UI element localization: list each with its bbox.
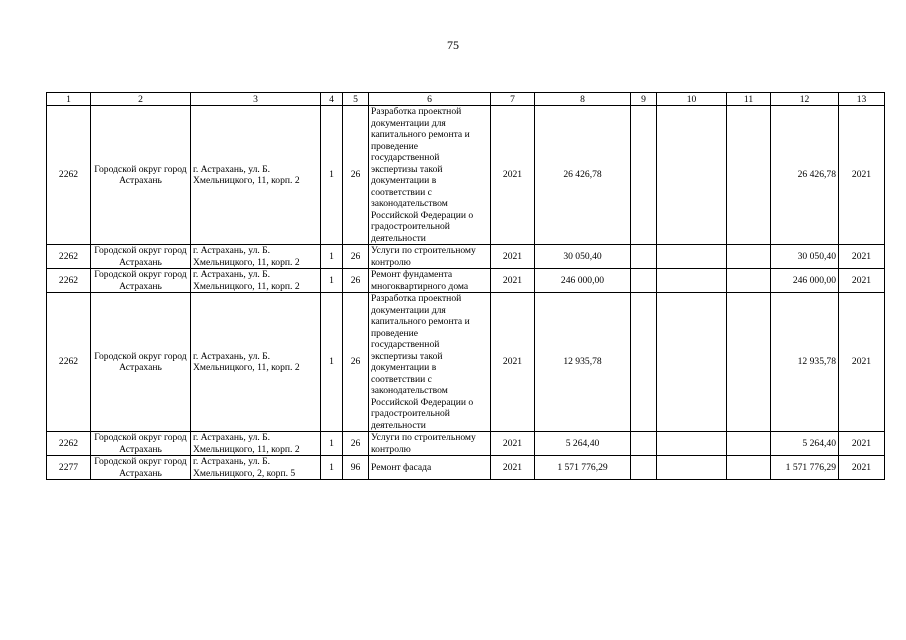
cell-cost: 30 050,40 [535, 245, 631, 269]
cell-col10 [657, 456, 727, 480]
cell-col9 [631, 432, 657, 456]
column-header: 2 [91, 93, 191, 106]
cell-address: г. Астрахань, ул. Б. Хмельницкого, 11, корп. 2 [191, 293, 321, 432]
cell-work-type: Услуги по строительному контролю [369, 245, 491, 269]
cell-total: 1 571 776,29 [771, 456, 839, 480]
cell-work-type: Разработка проектной документации для капитального ремонта и проведение государственной экспертизы такой документации в соответствии с законодательством Российской Федерации о градостроительной деятельности [369, 106, 491, 245]
cell-record-id: 2262 [47, 106, 91, 245]
column-number-row [47, 93, 885, 106]
table-row [47, 293, 885, 432]
cell-cost: 12 935,78 [535, 293, 631, 432]
column-header: 12 [771, 93, 839, 106]
cell-record-id: 2262 [47, 432, 91, 456]
column-header: 1 [47, 93, 91, 106]
cell-total: 30 050,40 [771, 245, 839, 269]
cell-col4: 1 [321, 293, 343, 432]
table-row [47, 245, 885, 269]
cell-record-id: 2262 [47, 245, 91, 269]
column-header: 11 [727, 93, 771, 106]
cell-col9 [631, 245, 657, 269]
cell-year-end: 2021 [839, 245, 885, 269]
page-number: 75 [447, 38, 459, 52]
cell-work-type: Ремонт фундамента многоквартирного дома [369, 269, 491, 293]
cell-municipality: Городской округ город Астрахань [91, 106, 191, 245]
cell-year-end: 2021 [839, 106, 885, 245]
cell-cost: 246 000,00 [535, 269, 631, 293]
cell-municipality: Городской округ город Астрахань [91, 245, 191, 269]
cell-col5: 26 [343, 245, 369, 269]
cell-total: 12 935,78 [771, 293, 839, 432]
cell-work-type: Услуги по строительному контролю [369, 432, 491, 456]
column-header: 9 [631, 93, 657, 106]
cell-record-id: 2262 [47, 293, 91, 432]
cell-col11 [727, 106, 771, 245]
table-body [47, 106, 885, 480]
cell-municipality: Городской округ город Астрахань [91, 293, 191, 432]
cell-municipality: Городской округ город Астрахань [91, 432, 191, 456]
cell-year: 2021 [491, 245, 535, 269]
cell-col4: 1 [321, 106, 343, 245]
column-header: 10 [657, 93, 727, 106]
column-header: 3 [191, 93, 321, 106]
cell-record-id: 2262 [47, 269, 91, 293]
cell-year-end: 2021 [839, 269, 885, 293]
cell-col9 [631, 106, 657, 245]
cell-year: 2021 [491, 269, 535, 293]
column-header: 7 [491, 93, 535, 106]
cell-address: г. Астрахань, ул. Б. Хмельницкого, 11, корп. 2 [191, 245, 321, 269]
table-row [47, 106, 885, 245]
cell-total: 5 264,40 [771, 432, 839, 456]
column-header: 8 [535, 93, 631, 106]
cell-work-type: Ремонт фасада [369, 456, 491, 480]
cell-col4: 1 [321, 269, 343, 293]
cell-col5: 26 [343, 432, 369, 456]
cell-col10 [657, 269, 727, 293]
cell-total: 246 000,00 [771, 269, 839, 293]
column-header: 4 [321, 93, 343, 106]
cell-col10 [657, 245, 727, 269]
cell-municipality: Городской округ город Астрахань [91, 456, 191, 480]
cell-work-type: Разработка проектной документации для капитального ремонта и проведение государственной экспертизы такой документации в соответствии с законодательством Российской Федерации о градостроительной деятельности [369, 293, 491, 432]
cell-col9 [631, 293, 657, 432]
cell-year: 2021 [491, 106, 535, 245]
cell-col9 [631, 269, 657, 293]
cell-year-end: 2021 [839, 432, 885, 456]
cell-record-id: 2277 [47, 456, 91, 480]
cell-address: г. Астрахань, ул. Б. Хмельницкого, 11, корп. 2 [191, 432, 321, 456]
cell-col5: 26 [343, 269, 369, 293]
cell-col10 [657, 106, 727, 245]
cell-year: 2021 [491, 456, 535, 480]
cell-col10 [657, 432, 727, 456]
cell-cost: 5 264,40 [535, 432, 631, 456]
cell-address: г. Астрахань, ул. Б. Хмельницкого, 2, корп. 5 [191, 456, 321, 480]
cell-col5: 26 [343, 293, 369, 432]
cell-cost: 26 426,78 [535, 106, 631, 245]
cell-col5: 26 [343, 106, 369, 245]
cell-total: 26 426,78 [771, 106, 839, 245]
table-row [47, 269, 885, 293]
column-header: 6 [369, 93, 491, 106]
cell-col11 [727, 245, 771, 269]
table-row [47, 432, 885, 456]
cell-address: г. Астрахань, ул. Б. Хмельницкого, 11, корп. 2 [191, 269, 321, 293]
column-header: 13 [839, 93, 885, 106]
cell-col9 [631, 456, 657, 480]
cell-year: 2021 [491, 293, 535, 432]
cell-address: г. Астрахань, ул. Б. Хмельницкого, 11, корп. 2 [191, 106, 321, 245]
cell-col4: 1 [321, 432, 343, 456]
cell-year: 2021 [491, 432, 535, 456]
cell-cost: 1 571 776,29 [535, 456, 631, 480]
cell-col5: 96 [343, 456, 369, 480]
cell-col10 [657, 293, 727, 432]
cell-year-end: 2021 [839, 293, 885, 432]
cell-col4: 1 [321, 245, 343, 269]
cell-year-end: 2021 [839, 456, 885, 480]
cell-col11 [727, 293, 771, 432]
cell-col4: 1 [321, 456, 343, 480]
column-header: 5 [343, 93, 369, 106]
table-row [47, 456, 885, 480]
cell-col11 [727, 269, 771, 293]
cell-col11 [727, 456, 771, 480]
cell-col11 [727, 432, 771, 456]
capital-repair-table [46, 92, 885, 480]
cell-municipality: Городской округ город Астрахань [91, 269, 191, 293]
